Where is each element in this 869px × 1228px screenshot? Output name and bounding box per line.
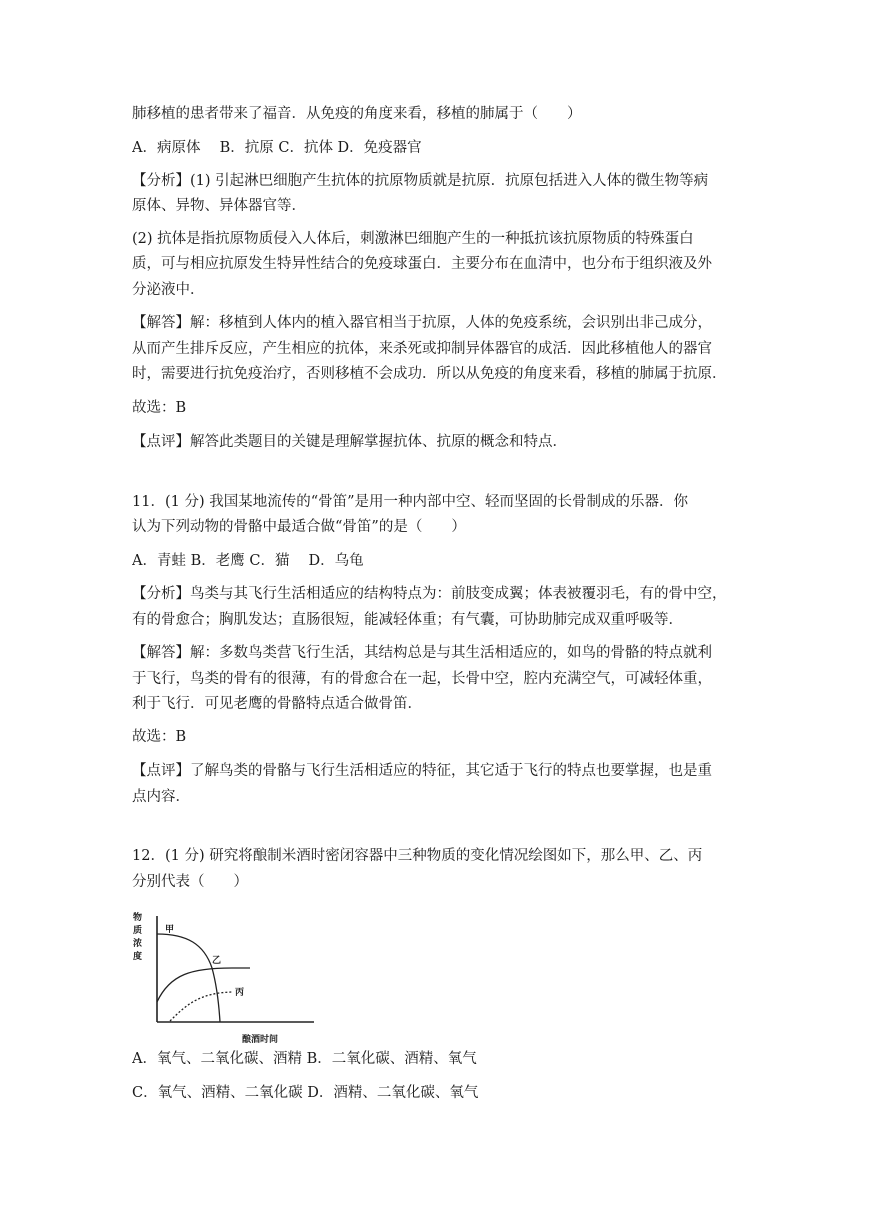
- text-line: 有的骨愈合；胸肌发达；直肠很短，能减轻体重；有气囊，可协助肺完成双重呼吸等．: [132, 612, 683, 628]
- text-line: 点内容．: [132, 789, 190, 805]
- question-line: 11．(1 分) 我国某地流传的“骨笛”是用一种内部中空、轻而坚固的长骨制成的乐器．你: [132, 494, 689, 510]
- text-line: 从而产生排斥反应，产生相应的抗体，来杀死或抑制异体器官的成活．因此移植他人的器官: [132, 341, 712, 357]
- y-axis-label-3: 浓: [133, 939, 143, 949]
- curve-bing-label: 丙: [235, 988, 245, 998]
- option-line: A．青蛙 B．老鹰 C．猫 D．乌龟: [132, 553, 364, 569]
- curve-bing: [170, 992, 232, 1021]
- text-line: 质，可与相应抗原发生特异性结合的免疫球蛋白．主要分布在血清中，也分布于组织液及外: [132, 256, 712, 272]
- curve-jia-label: 甲: [165, 925, 175, 935]
- text-line: 【点评】了解鸟类的骨骼与飞行生活相适应的特征，其它适于飞行的特点也要掌握，也是重: [132, 763, 712, 779]
- y-axis-label-1: 物: [133, 913, 143, 923]
- option-line: A．氧气、二氧化碳、酒精 B．二氧化碳、酒精、氧气: [132, 1051, 477, 1067]
- y-axis-label-4: 度: [133, 952, 143, 962]
- text-line: 原体、异物、异体器官等．: [132, 198, 306, 214]
- text-line: 利于飞行．可见老鹰的骨骼特点适合做骨笛．: [132, 696, 422, 712]
- text-line: 肺移植的患者带来了福音．从免疫的角度来看，移植的肺属于（ ）: [132, 106, 582, 122]
- text-line: 时，需要进行抗免疫治疗，否则移植不会成功．所以从免疫的角度来看，移植的肺属于抗原．: [132, 366, 727, 382]
- x-axis-label: 酿酒时间: [242, 1035, 279, 1045]
- y-axis-label-2: 质: [133, 926, 143, 936]
- text-line: 【解答】解：移植到人体内的植入器官相当于抗原，人体的免疫系统，会识别出非己成分，: [132, 315, 712, 331]
- text-line: 于飞行，鸟类的骨有的很薄，有的骨愈合在一起，长骨中空，腔内充满空气，可减轻体重，: [132, 671, 712, 687]
- concentration-figure: [132, 906, 332, 1046]
- curve-yi-label: 乙: [212, 956, 222, 966]
- text-line: 【分析】(1) 引起淋巴细胞产生抗体的抗原物质就是抗原．抗原包括进入人体的微生物等病: [132, 173, 709, 189]
- option-line: A．病原体 B．抗原 C．抗体 D．免疫器官: [132, 140, 422, 156]
- text-line: 【分析】鸟类与其飞行生活相适应的结构特点为：前肢变成翼；体表被覆羽毛，有的骨中空，: [132, 586, 727, 602]
- text-line: 【解答】解：多数鸟类营飞行生活，其结构总是与其生活相适应的，如鸟的骨骼的特点就利: [132, 645, 712, 661]
- text-line: 故选：B: [132, 400, 187, 416]
- question-line: 12．(1 分) 研究将酿制米酒时密闭容器中三种物质的变化情况绘图如下，那么甲、乙、丙: [132, 848, 703, 864]
- text-line: 【点评】解答此类题目的关键是理解掌握抗体、抗原的概念和特点．: [132, 434, 567, 450]
- text-line: 故选：B: [132, 729, 187, 745]
- curve-jia: [157, 934, 220, 1022]
- question-line: 认为下列动物的骨骼中最适合做“骨笛”的是（ ）: [132, 519, 466, 535]
- text-line: (2) 抗体是指抗原物质侵入人体后，刺激淋巴细胞产生的一种抵抗该抗原物质的特殊蛋白: [132, 231, 694, 247]
- text-line: 分泌液中．: [132, 282, 205, 298]
- option-line: C．氧气、酒精、二氧化碳 D．酒精、二氧化碳、氧气: [132, 1085, 479, 1101]
- question-line: 分别代表（ ）: [132, 874, 248, 890]
